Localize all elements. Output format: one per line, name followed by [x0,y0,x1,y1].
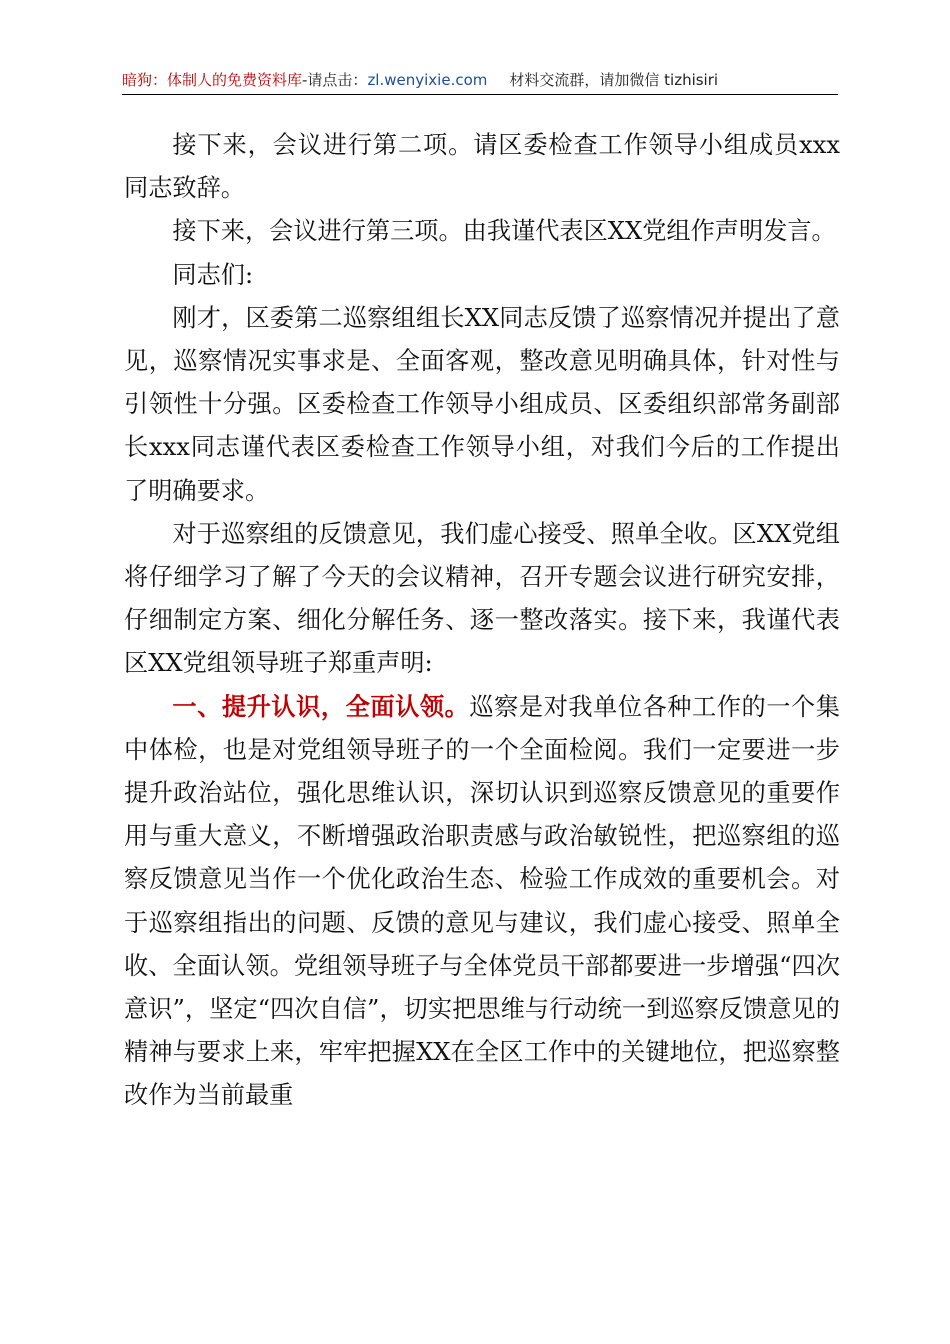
paragraph-item-2: 接下来，会议进行第二项。请区委检查工作领导小组成员xxx同志致辞。 [124,131,840,203]
document-body [124,124,840,1118]
page-header [122,66,838,95]
header-wechat-note: 材料交流群，请加微信 tizhisiri [509,71,719,89]
section-one-text: 巡察是对我单位各种工作的一个集中体检，也是对党组领导班子的一个全面检阅。我们一定要进一步提升政治站位，强化思维认识，深切认识到巡察反馈意见的重要作用与重大意义，不断增强政治职责感与政治敏锐性，把巡察组的巡察反馈意见当作一个优化政治生态、检验工作成效的重要机会。对于巡察组指出的问题、反馈的意见与建议，我们虚心接受、照单全收、全面认领。党组领导班子与全体党员干部都要进一步增强“四次意识”，坚定“四次自信”，切实把思维与行动统一到巡察反馈意见的精神与要求上来，牢牢把握XX在全区工作中的关键地位，把巡察整改作为当前最重 [124,692,840,1110]
paragraph-acceptance: 对于巡察组的反馈意见，我们虚心接受、照单全收。区XX党组将仔细学习了解了今天的会议精神，召开专题会议进行研究安排，仔细制定方案、细化分解任务、逐一整改落实。接下来，我谨代表区XX党组领导班子郑重声明: [124,519,840,678]
paragraph-item-3: 接下来，会议进行第三项。由我谨代表区XX党组作声明发言。 [172,217,836,246]
header-click-prompt: -请点击： [302,71,368,89]
header-site-name: 暗狗：体制人的免费资料库 [122,71,303,89]
paragraph-feedback-summary: 刚才，区委第二巡察组组长XX同志反馈了巡察情况并提出了意见，巡察情况实事求是、全面客观，整改意见明确具体，针对性与引领性十分强。区委检查工作领导小组成员、区委组织部常务副部长xxx同志谨代表区委检查工作领导小组，对我们今后的工作提出了明确要求。 [124,303,840,505]
paragraph-greeting: 同志们: [172,260,254,289]
header-url-link[interactable]: zl.wenyixie.com [367,71,488,89]
section-one-heading: 一、提升认识，全面认领。 [172,692,470,721]
paragraph-section-one [124,686,840,1118]
